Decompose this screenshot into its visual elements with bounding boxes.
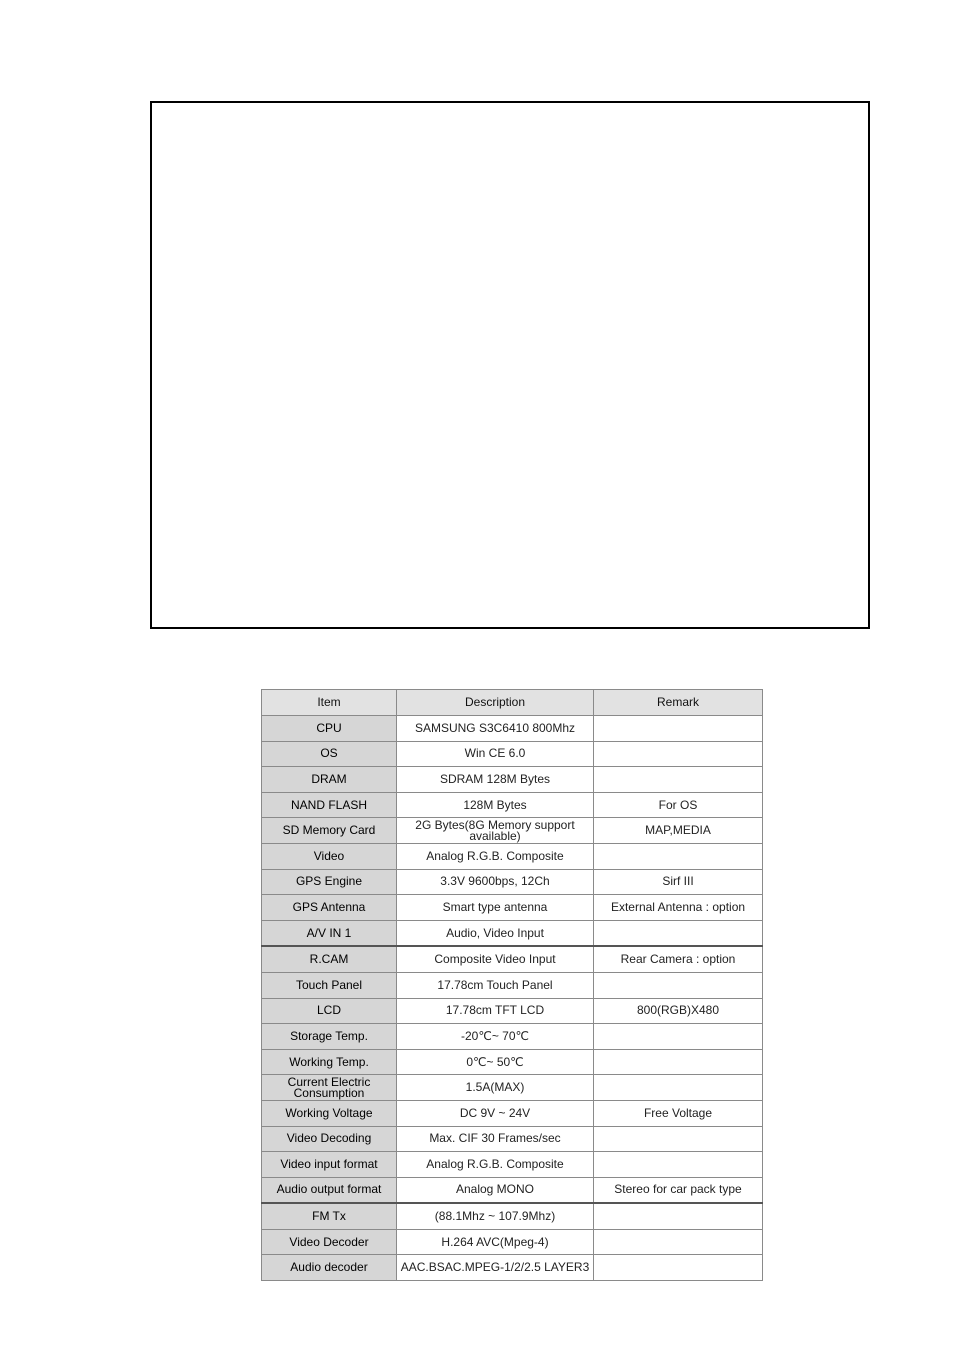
- cell-description: Analog MONO: [397, 1177, 594, 1203]
- table-row: [262, 716, 763, 742]
- table-row: [262, 1229, 763, 1255]
- cell-description: Audio, Video Input: [397, 920, 594, 946]
- table-row: [262, 920, 763, 946]
- cell-description: 2G Bytes(8G Memory support available): [397, 818, 594, 844]
- cell-item: Audio output format: [262, 1177, 397, 1203]
- cell-remark: 800(RGB)X480: [594, 998, 763, 1024]
- cell-remark: [594, 1049, 763, 1075]
- cell-description: SAMSUNG S3C6410 800Mhz: [397, 716, 594, 742]
- cell-item: Video: [262, 843, 397, 869]
- cell-remark: For OS: [594, 792, 763, 818]
- cell-remark: Free Voltage: [594, 1100, 763, 1126]
- cell-remark: [594, 972, 763, 998]
- header-item: Item: [262, 690, 397, 716]
- table-row: [262, 1126, 763, 1152]
- cell-item: GPS Engine: [262, 869, 397, 895]
- cell-description: 1.5A(MAX): [397, 1075, 594, 1101]
- cell-remark: External Antenna : option: [594, 895, 763, 921]
- table-row: [262, 767, 763, 793]
- cell-item: GPS Antenna: [262, 895, 397, 921]
- table-row: [262, 895, 763, 921]
- cell-remark: [594, 1229, 763, 1255]
- spec-table: [261, 689, 763, 1281]
- cell-item: Video Decoder: [262, 1229, 397, 1255]
- cell-item: Storage Temp.: [262, 1024, 397, 1050]
- cell-item: Video Decoding: [262, 1126, 397, 1152]
- cell-item: Working Temp.: [262, 1049, 397, 1075]
- cell-remark: [594, 741, 763, 767]
- cell-description: SDRAM 128M Bytes: [397, 767, 594, 793]
- cell-item: R.CAM: [262, 946, 397, 972]
- header-remark: Remark: [594, 690, 763, 716]
- cell-remark: Rear Camera : option: [594, 946, 763, 972]
- spec-table-body: [262, 716, 763, 1281]
- cell-remark: [594, 1126, 763, 1152]
- cell-item: NAND FLASH: [262, 792, 397, 818]
- cell-description: H.264 AVC(Mpeg-4): [397, 1229, 594, 1255]
- cell-remark: Stereo for car pack type: [594, 1177, 763, 1203]
- table-row: [262, 1100, 763, 1126]
- cell-description: -20℃~ 70℃: [397, 1024, 594, 1050]
- table-row: [262, 741, 763, 767]
- cell-item: A/V IN 1: [262, 920, 397, 946]
- cell-item: Audio decoder: [262, 1255, 397, 1281]
- cell-item: FM Tx: [262, 1203, 397, 1229]
- cell-description: AAC.BSAC.MPEG-1/2/2.5 LAYER3: [397, 1255, 594, 1281]
- table-row: [262, 843, 763, 869]
- cell-remark: [594, 1024, 763, 1050]
- cell-description: Analog R.G.B. Composite: [397, 1152, 594, 1178]
- table-row: [262, 818, 763, 844]
- cell-description: 17.78cm TFT LCD: [397, 998, 594, 1024]
- cell-remark: [594, 920, 763, 946]
- cell-description: Composite Video Input: [397, 946, 594, 972]
- table-row: [262, 1049, 763, 1075]
- cell-remark: [594, 1152, 763, 1178]
- cell-item: Video input format: [262, 1152, 397, 1178]
- cell-remark: [594, 1203, 763, 1229]
- cell-remark: [594, 843, 763, 869]
- table-row: [262, 1152, 763, 1178]
- cell-item: OS: [262, 741, 397, 767]
- cell-remark: Sirf III: [594, 869, 763, 895]
- cell-description: 3.3V 9600bps, 12Ch: [397, 869, 594, 895]
- cell-item: Current Electric Consumption: [262, 1075, 397, 1101]
- cell-description: Win CE 6.0: [397, 741, 594, 767]
- cell-remark: MAP,MEDIA: [594, 818, 763, 844]
- table-row: [262, 998, 763, 1024]
- cell-item: Working Voltage: [262, 1100, 397, 1126]
- cell-description: Max. CIF 30 Frames/sec: [397, 1126, 594, 1152]
- table-row: [262, 1177, 763, 1203]
- cell-description: 128M Bytes: [397, 792, 594, 818]
- cell-item: Touch Panel: [262, 972, 397, 998]
- cell-item: CPU: [262, 716, 397, 742]
- cell-description: 0℃~ 50℃: [397, 1049, 594, 1075]
- table-row: [262, 946, 763, 972]
- table-row: [262, 972, 763, 998]
- table-row: [262, 792, 763, 818]
- cell-description: (88.1Mhz ~ 107.9Mhz): [397, 1203, 594, 1229]
- header-description: Description: [397, 690, 594, 716]
- cell-remark: [594, 716, 763, 742]
- cell-item: SD Memory Card: [262, 818, 397, 844]
- table-header-row: [262, 690, 763, 716]
- table-row: [262, 1024, 763, 1050]
- table-row: [262, 1255, 763, 1281]
- cell-description: 17.78cm Touch Panel: [397, 972, 594, 998]
- table-row: [262, 869, 763, 895]
- cell-remark: [594, 767, 763, 793]
- cell-description: DC 9V ~ 24V: [397, 1100, 594, 1126]
- table-row: [262, 1203, 763, 1229]
- blank-image-frame: [150, 101, 870, 629]
- cell-item: DRAM: [262, 767, 397, 793]
- cell-remark: [594, 1255, 763, 1281]
- cell-item: LCD: [262, 998, 397, 1024]
- table-row: [262, 1075, 763, 1101]
- cell-description: Analog R.G.B. Composite: [397, 843, 594, 869]
- cell-description: Smart type antenna: [397, 895, 594, 921]
- cell-remark: [594, 1075, 763, 1101]
